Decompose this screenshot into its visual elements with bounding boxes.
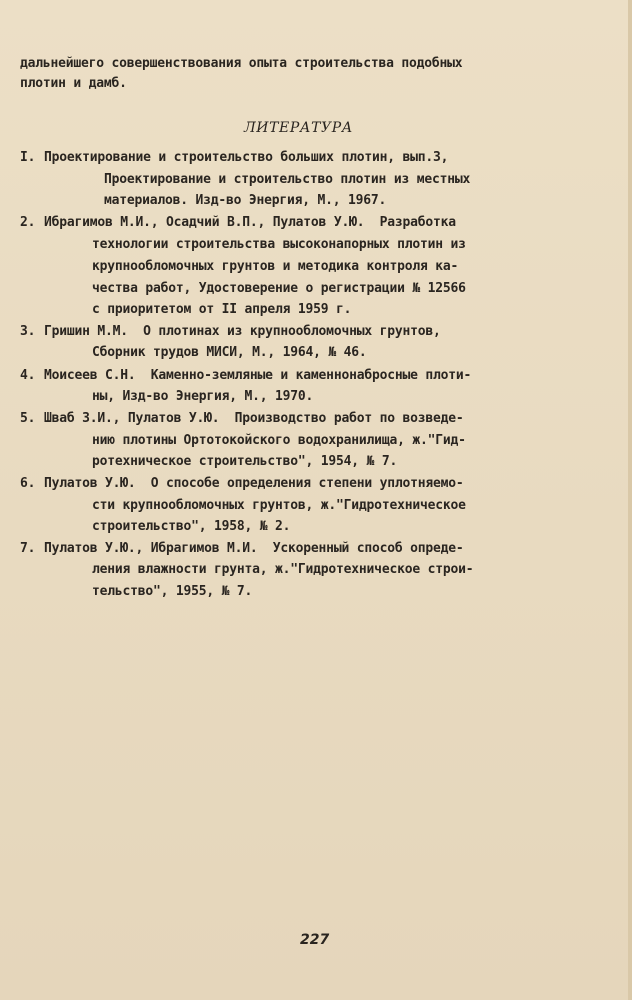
reference-line: Шваб З.И., Пулатов У.Ю. Производство работ по возведе- bbox=[44, 411, 464, 426]
reference-line: крупнообломочных грунтов и методика контроля ка- bbox=[92, 259, 459, 274]
reference-line: Пулатов У.Ю. О способе определения степени уплотняемо- bbox=[44, 476, 464, 491]
reference-line: Сборник трудов МИСИ, М., 1964, № 46. bbox=[92, 345, 367, 360]
references-heading: ЛИТЕРАТУРА bbox=[244, 120, 353, 136]
intro-line-2: плотин и дамб. bbox=[20, 76, 127, 91]
reference-number: 6. bbox=[20, 476, 36, 491]
reference-line: Проектирование и строительство больших плотин, вып.3, bbox=[44, 150, 449, 165]
intro-line-1: дальнейшего совершенствования опыта строительства подобных bbox=[20, 56, 463, 71]
reference-line: ления влажности грунта, ж."Гидротехническое строи- bbox=[92, 562, 474, 577]
reference-number: 4. bbox=[20, 368, 36, 383]
reference-line: материалов. Изд-во Энергия, М., 1967. bbox=[104, 193, 387, 208]
reference-line: строительство", 1958, № 2. bbox=[92, 519, 291, 534]
reference-line: сти крупнообломочных грунтов, ж."Гидротехническое bbox=[92, 498, 466, 513]
reference-line: ротехническое строительство", 1954, № 7. bbox=[92, 454, 398, 469]
reference-line: Пулатов У.Ю., Ибрагимов М.И. Ускоренный способ опреде- bbox=[44, 541, 464, 556]
reference-line: нию плотины Ортотокойского водохранилища, ж."Гид- bbox=[92, 433, 466, 448]
reference-line: с приоритетом от II апреля 1959 г. bbox=[92, 302, 352, 317]
reference-line: ны, Изд-во Энергия, М., 1970. bbox=[92, 389, 314, 404]
reference-line: технологии строительства высоконапорных плотин из bbox=[92, 237, 466, 252]
reference-line: Моисеев С.Н. Каменно-земляные и каменнонабросные плоти- bbox=[44, 368, 472, 383]
reference-line: Гришин М.М. О плотинах из крупнообломочных грунтов, bbox=[44, 324, 441, 339]
reference-number: I. bbox=[20, 150, 36, 165]
page-number: 227 bbox=[300, 932, 330, 948]
reference-number: 3. bbox=[20, 324, 36, 339]
page-edge-shadow bbox=[628, 0, 632, 1000]
reference-line: чества работ, Удостоверение о регистрации № 12566 bbox=[92, 281, 466, 296]
reference-line: тельство", 1955, № 7. bbox=[92, 584, 253, 599]
reference-number: 5. bbox=[20, 411, 36, 426]
reference-number: 2. bbox=[20, 215, 36, 230]
reference-line: Проектирование и строительство плотин из местных bbox=[104, 172, 471, 187]
reference-number: 7. bbox=[20, 541, 36, 556]
reference-line: Ибрагимов М.И., Осадчий В.П., Пулатов У.Ю. Разработка bbox=[44, 215, 456, 230]
